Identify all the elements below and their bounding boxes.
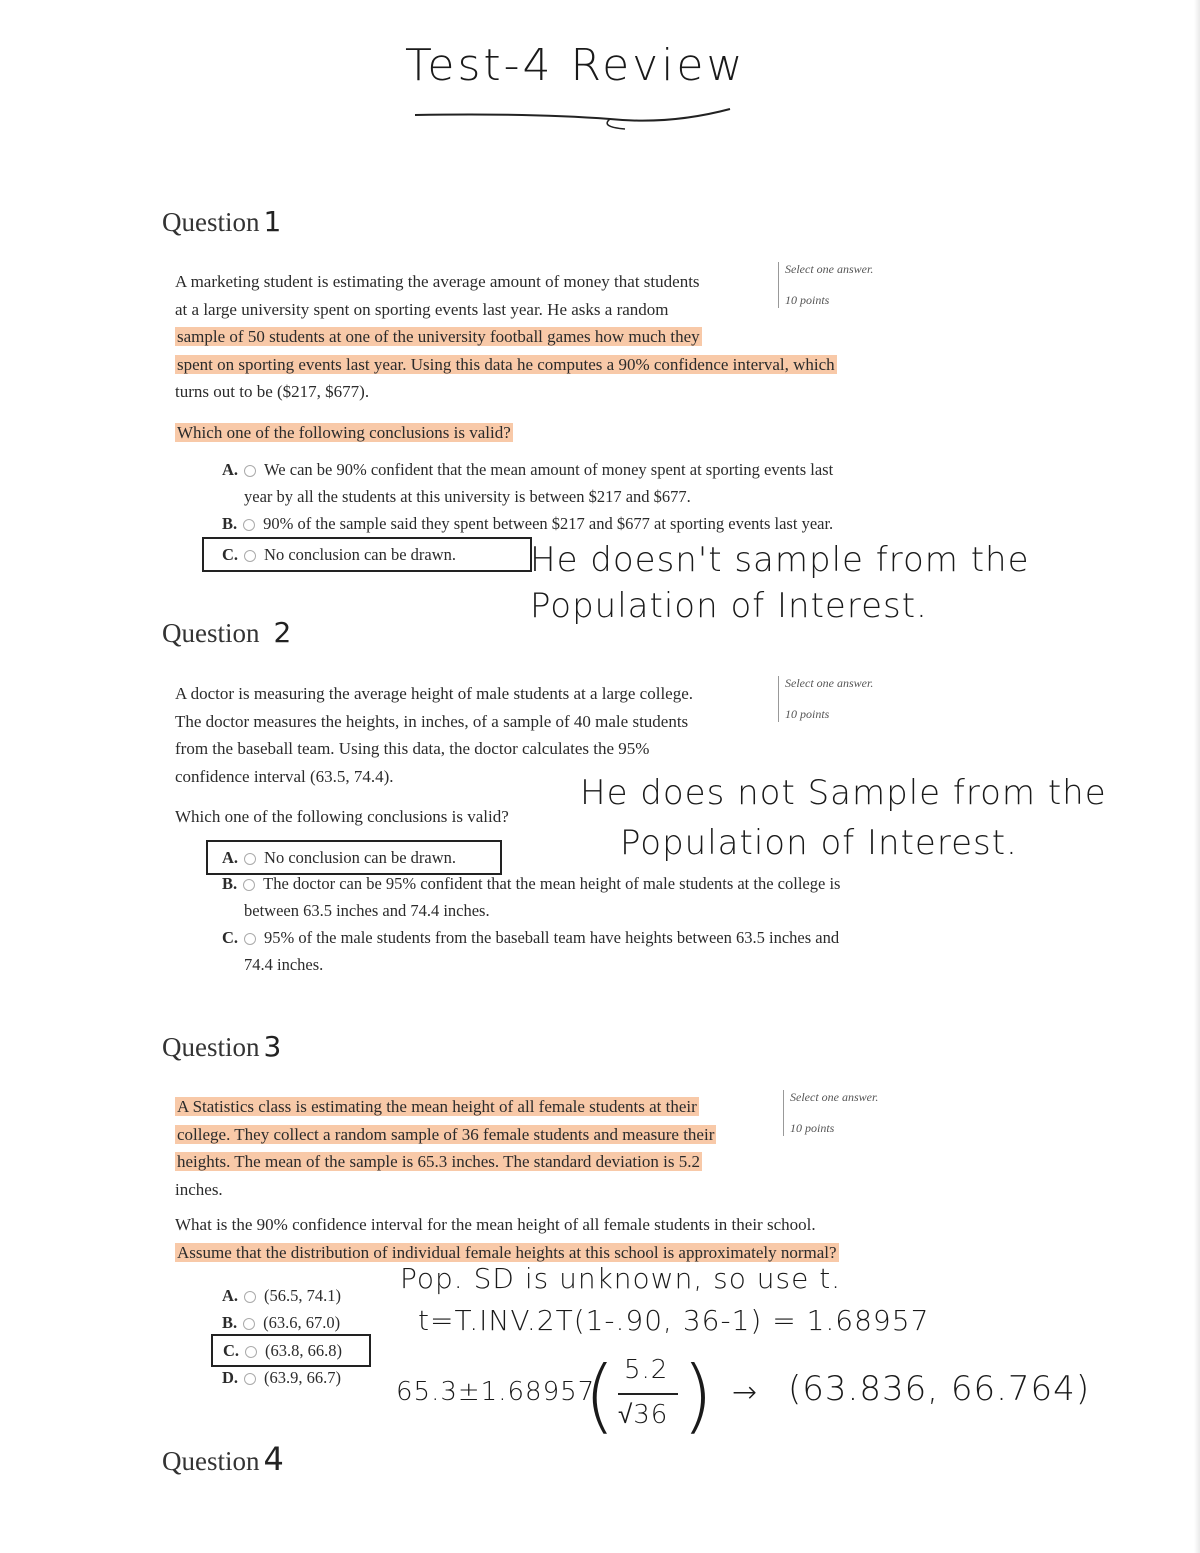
question-1-option-a[interactable] [222, 456, 952, 510]
option-text: (63.9, 66.7) [264, 1368, 342, 1387]
question-2-question: Which one of the following conclusions is valid? [175, 807, 509, 826]
radio-icon[interactable] [244, 550, 256, 562]
result-text: (63.836, 66.764) [788, 1369, 1091, 1409]
highlighted-text: A Statistics class is estimating the mean height of all female students at their [177, 1097, 697, 1116]
question-2-heading [162, 616, 291, 649]
prompt-line: confidence interval (63.5, 74.4). [175, 766, 394, 786]
option-text: We can be 90% confident that the mean amount of money spent at sporting events last [264, 460, 834, 479]
radio-icon[interactable] [243, 519, 255, 531]
question-label: Question [162, 207, 260, 237]
option-text: The doctor can be 95% confident that the mean height of male students at the college is [263, 874, 841, 893]
handwritten-work-line-1: Pop. SD is unknown, so use t. [400, 1262, 842, 1295]
prompt-line [175, 1121, 785, 1149]
highlighted-text: Assume that the distribution of individual female heights at this school is approximately normal? [177, 1242, 837, 1262]
question-3-option-c[interactable] [211, 1334, 371, 1367]
option-text: (63.8, 66.8) [265, 1341, 343, 1360]
prompt-line: at a large university spent on sporting events last year. He asks a random [175, 299, 669, 319]
select-one-label: Select one answer. [785, 676, 874, 690]
scan-edge [1194, 0, 1200, 1553]
question-3-sidebar [783, 1090, 878, 1136]
question-1-option-c[interactable] [202, 537, 532, 572]
option-letter: B. [222, 514, 238, 533]
close-paren: ) [682, 1349, 715, 1442]
option-letter: A. [222, 1286, 239, 1305]
handwritten-note [580, 768, 1107, 868]
prompt-line: The doctor measures the heights, in inches, of a sample of 40 male students [175, 711, 689, 731]
fraction-bar [618, 1393, 678, 1395]
highlighted-text: sample of 50 students at one of the university football games how much they [177, 327, 700, 346]
question-2-sidebar [778, 676, 873, 722]
option-letter: B. [222, 874, 238, 893]
option-line: year by all the students at this university is between $217 and $677. [244, 487, 691, 506]
option-letter: C. [222, 928, 239, 947]
open-paren: ( [584, 1349, 617, 1442]
prompt-line [175, 1148, 785, 1176]
option-text: No conclusion can be drawn. [264, 848, 457, 867]
radio-icon[interactable] [244, 853, 256, 865]
note-line: He doesn't sample from the [530, 540, 1030, 580]
option-line [222, 924, 952, 951]
question-1-sidebar [778, 262, 873, 308]
highlighted-text: Which one of the following conclusions is valid? [177, 423, 511, 442]
prompt-line: A doctor is measuring the average height of male students at a large college. [175, 684, 694, 703]
points-label: 10 points [785, 707, 830, 721]
prompt-line: A marketing student is estimating the average amount of money that students [175, 272, 700, 291]
option-letter: A. [222, 848, 239, 867]
radio-icon[interactable] [243, 1318, 255, 1330]
title-underline [410, 105, 740, 135]
option-letter: D. [222, 1368, 239, 1387]
handwritten-work-expression [396, 1349, 1096, 1445]
question-line: What is the 90% confidence interval for the mean height of all female students in their school. [175, 1215, 816, 1234]
option-text: 90% of the sample said they spent between $217 and $677 at sporting events last year. [263, 514, 834, 533]
question-number: 2 [273, 616, 292, 649]
question-number: 4 [263, 1440, 284, 1478]
points-label: 10 points [790, 1121, 835, 1135]
highlighted-text: college. They collect a random sample of 36 female students and measure their [177, 1124, 715, 1144]
radio-icon[interactable] [244, 1373, 256, 1385]
option-text: No conclusion can be drawn. [264, 545, 457, 564]
prompt-line [175, 323, 935, 351]
question-label: Question [162, 1446, 260, 1476]
question-3-question [175, 1211, 955, 1266]
expression-text: 65.3±1.68957 [396, 1377, 596, 1407]
highlighted-text: spent on sporting events last year. Using this data he computes a 90% confidence interval, which [177, 354, 835, 374]
option-line: 74.4 inches. [244, 955, 324, 974]
question-3-option-b[interactable] [222, 1309, 340, 1336]
question-3-heading [162, 1030, 281, 1063]
prompt-line: from the baseball team. Using this data, the doctor calculates the 95% [175, 739, 650, 758]
option-letter: A. [222, 460, 239, 479]
question-1-heading [162, 205, 281, 238]
radio-icon[interactable] [243, 879, 255, 891]
points-label: 10 points [785, 293, 830, 307]
note-line: Population of Interest. [530, 586, 928, 626]
handwritten-note [530, 537, 1030, 629]
prompt-line: turns out to be ($217, $677). [175, 382, 370, 401]
option-text: 95% of the male students from the baseball team have heights between 63.5 inches and [264, 928, 840, 947]
question-label: Question [162, 618, 260, 648]
prompt-line [175, 351, 935, 379]
option-line [222, 456, 952, 483]
question-2-option-c[interactable] [222, 924, 952, 978]
option-line: between 63.5 inches and 74.4 inches. [244, 901, 490, 920]
arrow-icon: → [732, 1375, 759, 1410]
page-title: Test-4 Review [405, 40, 746, 91]
option-text: (63.6, 67.0) [263, 1313, 341, 1332]
highlighted-text: heights. The mean of the sample is 65.3 inches. The standard deviation is 5.2 [177, 1152, 700, 1171]
option-letter: C. [223, 1341, 240, 1360]
fraction-denominator: √36 [618, 1400, 669, 1430]
handwritten-work-line-2: t=T.INV.2T(1-.90, 36-1) = 1.68957 [418, 1304, 930, 1337]
option-text: (56.5, 74.1) [264, 1286, 342, 1305]
radio-icon[interactable] [244, 465, 256, 477]
prompt-line [175, 1093, 785, 1121]
question-1-option-b[interactable] [222, 510, 833, 537]
question-4-heading [162, 1440, 284, 1478]
question-label: Question [162, 1032, 260, 1062]
question-number: 1 [263, 205, 282, 238]
prompt-line: inches. [175, 1179, 223, 1199]
question-3-option-a[interactable] [222, 1282, 341, 1309]
select-one-label: Select one answer. [785, 262, 874, 276]
radio-icon[interactable] [244, 933, 256, 945]
select-one-label: Select one answer. [790, 1090, 879, 1104]
option-line [222, 870, 952, 897]
radio-icon[interactable] [244, 1291, 256, 1303]
fraction-numerator: 5.2 [624, 1355, 669, 1385]
question-2-option-b[interactable] [222, 870, 952, 924]
question-3-option-d[interactable] [222, 1364, 341, 1391]
note-line: Population of Interest. [620, 823, 1018, 863]
note-line: He does not Sample from the [580, 773, 1107, 813]
radio-icon[interactable] [245, 1346, 257, 1358]
option-letter: C. [222, 545, 239, 564]
question-number: 3 [263, 1030, 282, 1063]
option-letter: B. [222, 1313, 238, 1332]
question-1-question [175, 419, 513, 447]
question-3-prompt [175, 1093, 785, 1203]
